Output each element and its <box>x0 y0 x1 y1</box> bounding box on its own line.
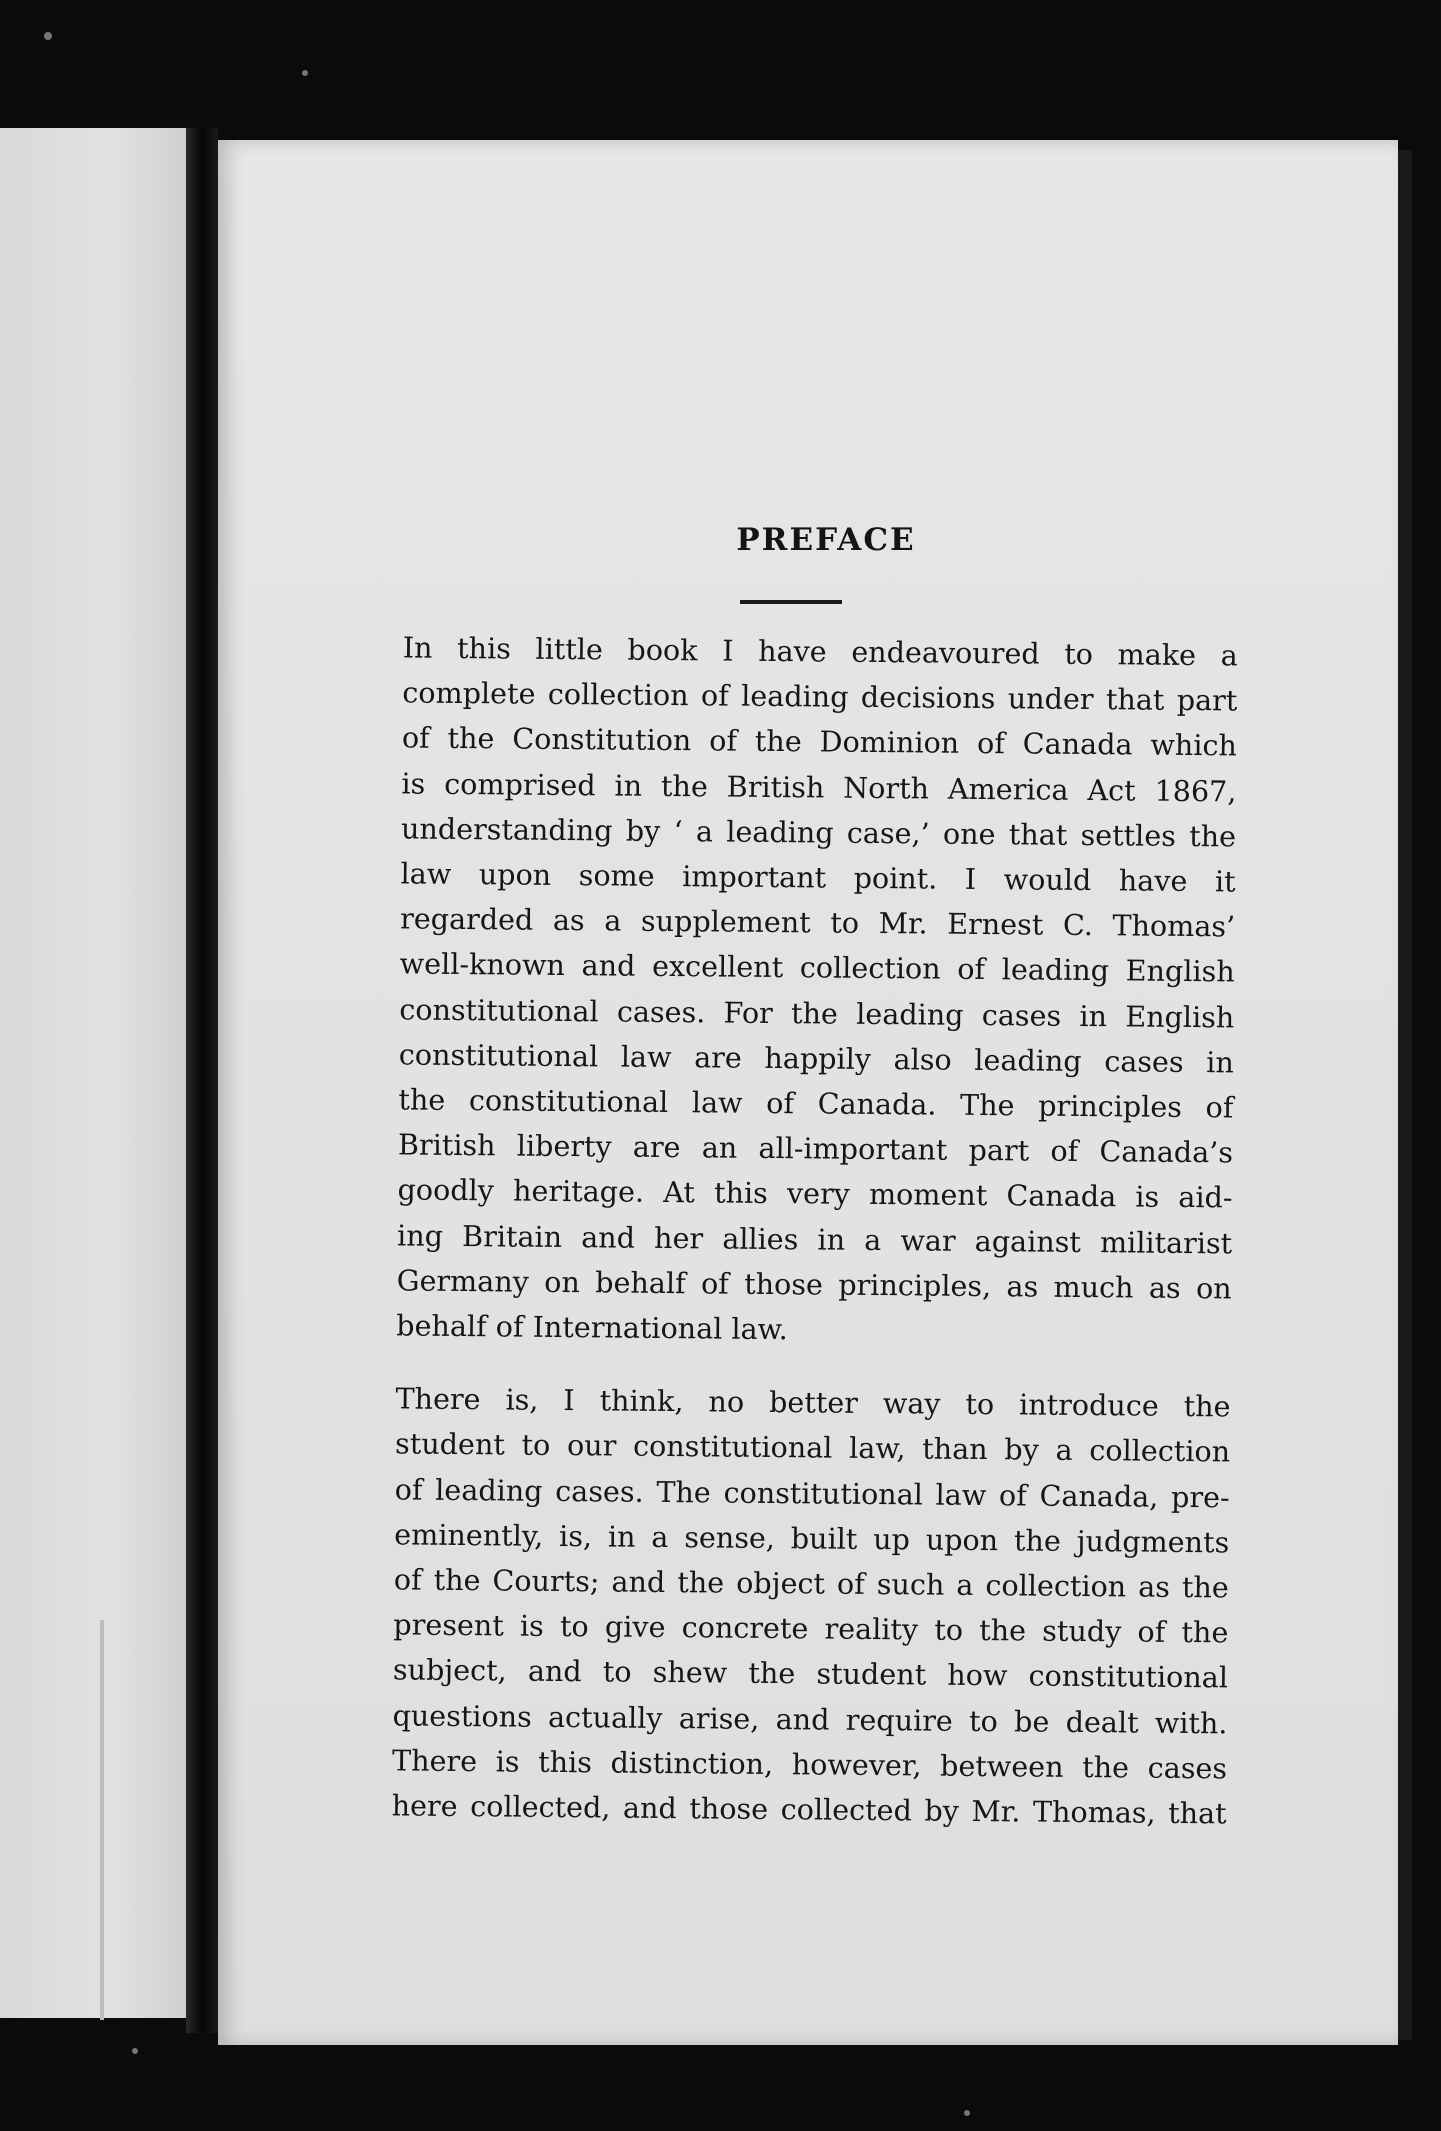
text-line: of the Constitution of the Dominion of Canada which <box>401 720 1238 763</box>
text-line: goodly heritage. At this very moment Canada is aid- <box>397 1172 1233 1215</box>
text-line: There is, I think, no better way to introduce the <box>395 1381 1231 1424</box>
page-title: PREFACE <box>736 522 916 558</box>
text-line: Germany on behalf of those principles, as much as on <box>396 1263 1232 1306</box>
paragraph-2 <box>346 1376 1230 1836</box>
book-gutter <box>186 128 218 2033</box>
paragraph-1 <box>351 625 1238 1357</box>
text-line: subject, and to shew the student how constitutional <box>392 1652 1229 1695</box>
text-line: behalf of International law. <box>396 1308 788 1347</box>
text-line: student to our constitutional law, than by a collection <box>394 1426 1231 1469</box>
book-page <box>218 140 1398 2045</box>
text-line: understanding by ‘ a leading case,’ one that settles the <box>400 811 1237 854</box>
scan-speck <box>302 70 308 76</box>
text-line: complete collection of leading decisions under that part <box>402 675 1238 718</box>
text-line: here collected, and those collected by Mr. Thomas, that <box>391 1788 1227 1831</box>
left-page-edge <box>100 1620 104 2020</box>
text-line: of leading cases. The constitutional law of Canada, pre- <box>394 1472 1230 1515</box>
text-line: eminently, is, in a sense, built up upon the judgments <box>394 1517 1230 1560</box>
text-line: is comprised in the British North America Act 1867, <box>401 766 1237 809</box>
scan-speck <box>964 2110 970 2116</box>
text-line: well-known and excellent collection of leading English <box>399 946 1235 989</box>
text-line: In this little book I have endeavoured to make a <box>402 630 1238 673</box>
left-facing-page <box>0 128 186 2018</box>
text-line: constitutional cases. For the leading cases in English <box>399 992 1235 1035</box>
title-rule <box>740 600 842 604</box>
text-line: the constitutional law of Canada. The principles of <box>398 1082 1234 1125</box>
text-line: There is this distinction, however, between the cases <box>391 1743 1228 1786</box>
text-line: present is to give concrete reality to the study of the <box>393 1607 1229 1650</box>
text-line: constitutional law are happily also leading cases in <box>398 1037 1235 1080</box>
page-right-edge <box>1398 150 1412 2040</box>
text-line: British liberty are an all-important part of Canada’s <box>397 1127 1234 1170</box>
text-line: questions actually arise, and require to be dealt with. <box>392 1698 1228 1741</box>
scan-speck <box>132 2048 138 2054</box>
scan-speck <box>44 32 52 40</box>
text-line: regarded as a supplement to Mr. Ernest C. Thomas’ <box>400 901 1236 944</box>
preface-body <box>346 625 1238 1837</box>
text-line: ing Britain and her allies in a war against militarist <box>396 1218 1233 1261</box>
text-line: law upon some important point. I would have it <box>400 856 1236 899</box>
text-line: of the Courts; and the object of such a collection as the <box>393 1562 1229 1605</box>
